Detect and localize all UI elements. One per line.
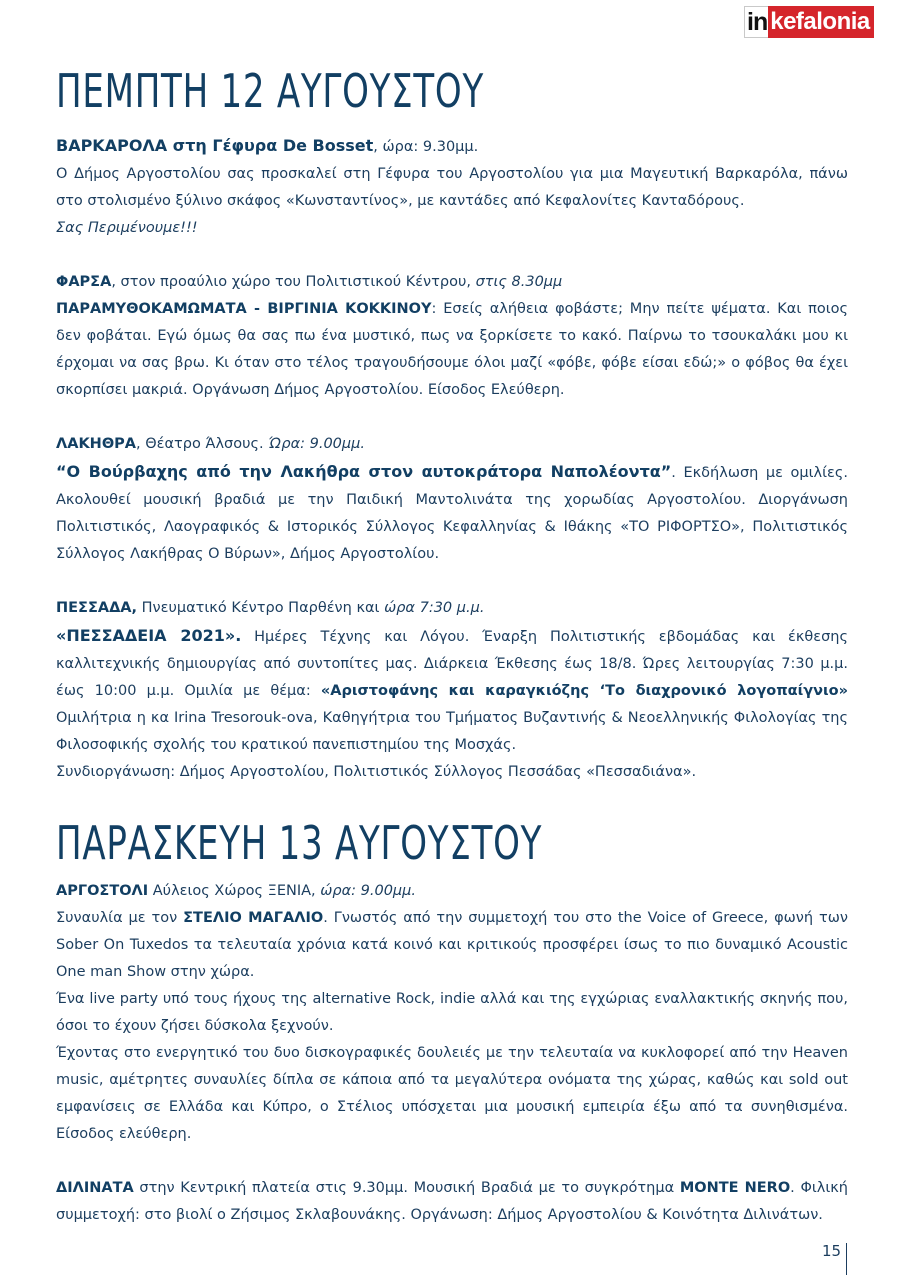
barkarola-event <box>56 132 848 161</box>
barkarola-text: Ο Δήμος Αργοστολίου σας προσκαλεί στη Γέφυρα του Αργοστολίου για μια Μαγευτική Βαρκαρόλα, πάνω στο στολισμένο ξύλινο σκάφος «Κωνσταντίνος», με καντάδες από Κεφαλονίτες Κανταδόρους. <box>56 166 848 209</box>
dilinata-text1: στην Κεντρική πλατεία στις 9.30μμ. Μουσική Βραδιά με το συγκρότημα <box>133 1180 680 1196</box>
pessada-text2: Ομιλήτρια η κα Irina Tresorouk-ova, Καθηγήτρια του Τμήματος Βυζαντινής & Νεοελληνικής Φιλολογίας της Φιλοσοφικής σχολής του κρατικού πανεπιστημίου της Μοσχάς. <box>56 710 848 753</box>
argostoli-text3: Έχοντας στο ενεργητικό του δυο δισκογραφικές δουλειές με την τελευταία να κυκλοφορεί από την Heaven music, αμέτρητες συναυλίες δίπλα σε κάποια από τα μεγαλύτερα ονόματα της χώρας, καθώς και sold out εμφανίσεις σε Ελλάδα και Κύπρο, ο Στέλιος υπόσχεται μια μουσική εμπειρία έξω από τα συνηθισμένα. Είσοδος ελεύθερη. <box>56 1045 848 1142</box>
day2-events <box>56 878 848 1229</box>
pessada-header <box>56 595 848 622</box>
pessada-topic: «Αριστοφάνης και καραγκιόζης ‘Το διαχρονικό λογοπαίγνιο» <box>320 683 849 699</box>
lakithra-header <box>56 431 848 458</box>
argostoli-text2: Ένα live party υπό τους ήχους της alternative Rock, indie αλλά και της εγχώριας εναλλακτικής σκηνής που, όσοι το έχουν ζήσει δύσκολα ξεχνούν. <box>56 991 848 1034</box>
argostoli-time: ώρα: 9.00μμ. <box>320 883 416 899</box>
day2-heading: ΠΑΡΑΣΚΕΥΗ 13 ΑΥΓΟΥΣΤΟΥ <box>56 816 543 870</box>
dilinata-place: ΔΙΛΙΝΑΤΑ <box>56 1180 134 1196</box>
pessada-event: «ΠΕΣΣΑΔΕΙΑ 2021». <box>56 626 242 645</box>
pessada-text1: Ημέρες Τέχνης και Λόγου. Έναρξη Πολιτιστικής εβδομάδας και έκθεσης καλλιτεχνικής δημιουργίας από συντοπίτες μας. Διάρκεια Έκθεσης έως 18/8. Ώρες λειτουργίας 7:30 μ.μ. έως 10:00 μ.μ. Ομιλία με θέμα: <box>56 629 848 699</box>
argostoli-body <box>56 905 848 986</box>
argostoli-text1: . Γνωστός από την συμμετοχή του στο the Voice of Greece, φωνή των Sober On Tuxedos τα τελευταία χρόνια κατά κοινό και κριτικούς προσφέρει ίσως το πιο δυναμικό Acoustic One man Show στην χώρα. <box>56 910 848 980</box>
lakithra-venue: , Θέατρο Άλσους. <box>136 436 269 452</box>
page-number: 15 <box>822 1242 842 1260</box>
barkarola-closing: Σας Περιμένουμε!!! <box>56 220 198 236</box>
day1-heading: ΠΕΜΠΤΗ 12 ΑΥΓΟΥΣΤΟΥ <box>56 64 484 118</box>
dilinata-body <box>56 1175 848 1229</box>
argostoli-intro: Συναυλία με τον <box>56 910 184 926</box>
argostoli-venue: Αύλειος Χώρος ΞΕΝΙΑ, <box>148 883 321 899</box>
lakithra-body <box>56 458 848 568</box>
lakithra-event: “Ο Βούρβαχης από την Λακήθρα στον αυτοκράτορα Ναπολέοντα” <box>56 462 672 481</box>
dilinata-band: MONTE NERO <box>679 1180 791 1196</box>
argostoli-artist: ΣΤΕΛΙΟ ΜΑΓΑΛΙΟ <box>183 910 324 926</box>
dilinata-text2: . Φιλική συμμετοχή: στο βιολί ο Ζήσιμος Σκλαβουνάκης. Οργάνωση: Δήμος Αργοστολίου & Κοινότητα Διλινάτων. <box>56 1180 848 1223</box>
pessada-venue: Πνευματικό Κέντρο Παρθένη και <box>137 600 385 616</box>
argostoli-header <box>56 878 848 905</box>
farsa-venue: , στον προαύλιο χώρο του Πολιτιστικού Κέντρου, <box>111 274 476 290</box>
lakithra-place: ΛΑΚΗΘΡΑ <box>56 436 136 452</box>
site-logo <box>744 6 874 38</box>
day1-events <box>56 132 848 786</box>
farsa-body <box>56 296 848 404</box>
farsa-place: ΦΑΡΣΑ <box>56 274 112 290</box>
farsa-header <box>56 269 848 296</box>
page-number-rule <box>846 1243 847 1275</box>
pessada-place: ΠΕΣΣΑΔΑ, <box>56 600 138 616</box>
lakithra-text: . Εκδήλωση με ομιλίες. Ακολουθεί μουσική βραδιά με την Παιδική Μαντολινάτα της χορωδίας Αργοστολίου. Διοργάνωση Πολιτιστικός, Λαογραφικός & Ιστορικός Σύλλογος Κεφαλληνίας & Ιθάκης «ΤΟ ΡΙΦΟΡΤΣΟ», Πολιτιστικός Σύλλογος Λακήθρας Ο Βύρων», Δήμος Αργοστολίου. <box>56 465 848 562</box>
barkarola-title: ΒΑΡΚΑΡΟΛΑ στη Γέφυρα De Bosset <box>56 136 374 155</box>
lakithra-time: Ώρα: 9.00μμ. <box>268 436 365 452</box>
pessada-coorganization: Συνδιοργάνωση: Δήμος Αργοστολίου, Πολιτιστικός Σύλλογος Πεσσάδας «Πεσσαδιάνα». <box>56 764 697 780</box>
pessada-body <box>56 622 848 759</box>
farsa-show: ΠΑΡΑΜΥΘΟΚΑΜΩΜΑΤΑ - ΒΙΡΓΙΝΙΑ ΚΟΚΚΙΝΟΥ <box>56 301 432 317</box>
argostoli-place: ΑΡΓΟΣΤΟΛΙ <box>56 883 149 899</box>
pessada-time: ώρα 7:30 μ.μ. <box>384 600 485 616</box>
barkarola-time: , ώρα: 9.30μμ. <box>373 139 479 155</box>
farsa-time: στις 8.30μμ <box>475 274 563 290</box>
logo-kefalonia-text: kefalonia <box>768 6 874 38</box>
logo-in-text: in <box>744 6 768 38</box>
farsa-text: : Εσείς αλήθεια φοβάστε; Μην πείτε ψέματα. Και ποιος δεν φοβάται. Εγώ όμως θα σας πω ένα μυστικό, πως να ξορκίσετε το κακό. Παίρνω το τσουκαλάκι μου κι έρχομαι να σας βρω. Κι όταν στο τέλος τραγουδήσουμε όλοι μαζί «φόβε, φόβε είσαι εδώ;» ο φόβος θα έχει σκορπίσει μακριά. Οργάνωση Δήμος Αργοστολίου. Είσοδος Ελεύθερη. <box>56 301 849 398</box>
